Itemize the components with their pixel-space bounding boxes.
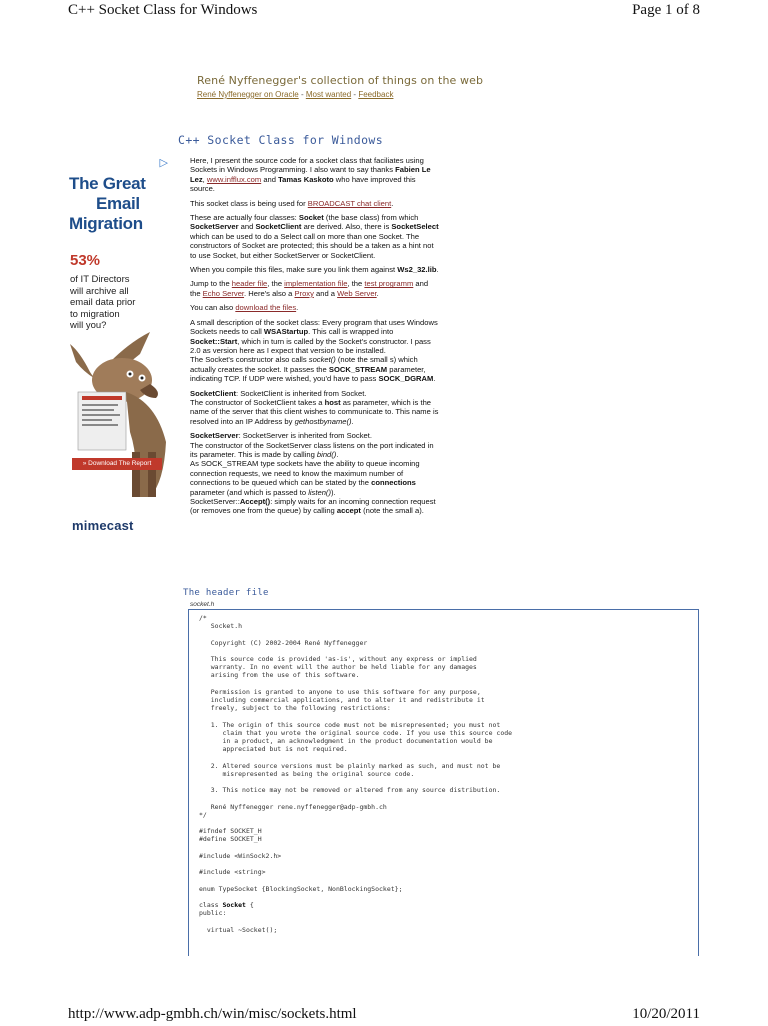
link-proxy[interactable]: Proxy (294, 288, 314, 298)
link-most-wanted[interactable]: Most wanted (305, 90, 352, 99)
link-test-programm[interactable]: test programm (364, 279, 414, 289)
print-footer (0, 1006, 768, 1026)
print-header-title: C++ Socket Class for Windows (68, 2, 258, 18)
link-implementation-file[interactable]: implementation file (284, 279, 348, 289)
paragraph-classes: These are actually four classes: Socket (the base class) from which SocketServer and SocketClient are derived. Also, there is SocketSelect which can be used to do a Select call on more than one Socket. The constructors of Socket are protected; this should be a taken as a hint not to use Socket, but either SocketServer or SocketClient. (190, 213, 439, 260)
link-feedback[interactable]: Feedback (358, 90, 394, 99)
paragraph-download: You can also download the files. (190, 303, 299, 313)
code-block (188, 609, 699, 956)
adchoices-icon[interactable]: ▷ (159, 157, 168, 169)
paragraph-jump: Jump to the header file, the implementation file, the test programm and the Echo Server. Here's also a Proxy and a Web Server. (190, 279, 429, 298)
ad-illustration-icon (70, 332, 170, 497)
print-header-page: Page 1 of 8 (632, 2, 700, 18)
article-body (190, 156, 440, 521)
ad-download-button[interactable]: » Download The Report (72, 458, 162, 470)
link-oracle[interactable]: René Nyffenegger on Oracle (197, 90, 299, 99)
site-links: René Nyffenegger on Oracle - Most wanted - Feedback (197, 90, 394, 99)
print-footer-url: http://www.adp-gmbh.ch/win/misc/sockets.html (68, 1006, 357, 1022)
code-listing: /* Socket.h Copyright (C) 2002-2004 René Nyffenegger This source code is provided 'as-is', without any express or implied warranty. In no event will the author be held liable for any damages arising from the use of this software. Permission is granted to anyone to use this software for any purpose, including commercial applications, and to alter it and redistribute it freely, subject to the following restrictions: 1. The origin of this source code must not be misrepresented; you must not claim that you wrote the original source code. If you use this source code in a product, an acknowledgment in the product documentation would be appreciated but is not required. 2. Altered source versions must be plainly marked as such, and must not be misrepresented as being the original source code. 3. This notice may not be removed or altered from any source distribution. René Nyffenegger rene.nyffenegger@adp-gmbh.ch */ #ifndef SOCKET_H #define SOCKET_H #include <WinSock2.h> #include <string> enum TypeSocket {BlockingSocket, NonBlockingSocket}; class Socket { public: virtual ~Socket(); (199, 614, 513, 934)
paragraph-description: A small description of the socket class: Every program that uses Windows Sockets needs to call WSAStartup. This call is wrapped into Socket::Start, which in turn is called by the Socket's constructor. I pass 2.0 as version here as I expect that version to be installed. The Socket's constructor also calls socket() (note the small s) which actually creates the socket. It passes the SOCK_STREAM parameter, indicating TCP. If UDP were wished, you'd have to pass SOCK_DGRAM. (190, 317, 438, 384)
file-label: socket.h (190, 601, 215, 608)
paragraph-compile: When you compile this files, make sure you link them against Ws2_32.lib. (190, 265, 439, 275)
print-footer-date: 10/20/2011 (632, 1006, 700, 1022)
section-heading-header-file: The header file (183, 588, 269, 598)
link-broadcast-chat[interactable]: BROADCAST chat client (307, 198, 392, 208)
link-header-file[interactable]: header file (231, 279, 268, 289)
site-title: René Nyffenegger's collection of things on the web (197, 74, 484, 87)
link-infflux[interactable]: www.infflux.com (206, 174, 262, 184)
print-header (0, 2, 768, 22)
link-echo-server[interactable]: Echo Server (202, 288, 245, 298)
advertisement[interactable] (66, 156, 170, 541)
ad-percent: 53% (70, 252, 101, 269)
page-title: C++ Socket Class for Windows (178, 133, 384, 147)
ad-brand-logo: mimecast (72, 518, 134, 533)
paragraph-socketclient: SocketClient: SocketClient is inherited from Socket. The constructor of SocketClient takes a host as parameter, which is the name of the server that this client wishes to communicate to. This name is resolved into an IP Address by gethostbyname(). (190, 388, 439, 426)
paragraph-usage: This socket class is being used for BROADCAST chat client. (190, 198, 394, 208)
ad-subtext: of IT Directors will archive all email data prior to migration will you? (70, 274, 136, 331)
paragraph-socketserver: SocketServer: SocketServer is inherited from Socket. The constructor of the SocketServer class listens on the port indicated in its parameter. This is made by calling bind(). As SOCK_STREAM type sockets have the ability to queue incoming connection requests, we need to know the maximum number of connections to be queued which can be stated by the connections parameter (and which is passed to listen()). SocketServer::Accept(): simply waits for an incoming connection request (or removes one from the queue) by calling accept (note the small a). (190, 431, 436, 516)
link-web-server[interactable]: Web Server (337, 288, 377, 298)
paragraph-intro: Here, I present the source code for a socket class that faciliates using Sockets in Windows Programming. I also want to say thanks Fabien Le Lez, www.infflux.com and Tamas Kaskoto who have improved this source. (190, 156, 431, 194)
link-download-files[interactable]: download the files (235, 303, 297, 313)
ad-headline: The Great Email Migration (69, 174, 146, 233)
